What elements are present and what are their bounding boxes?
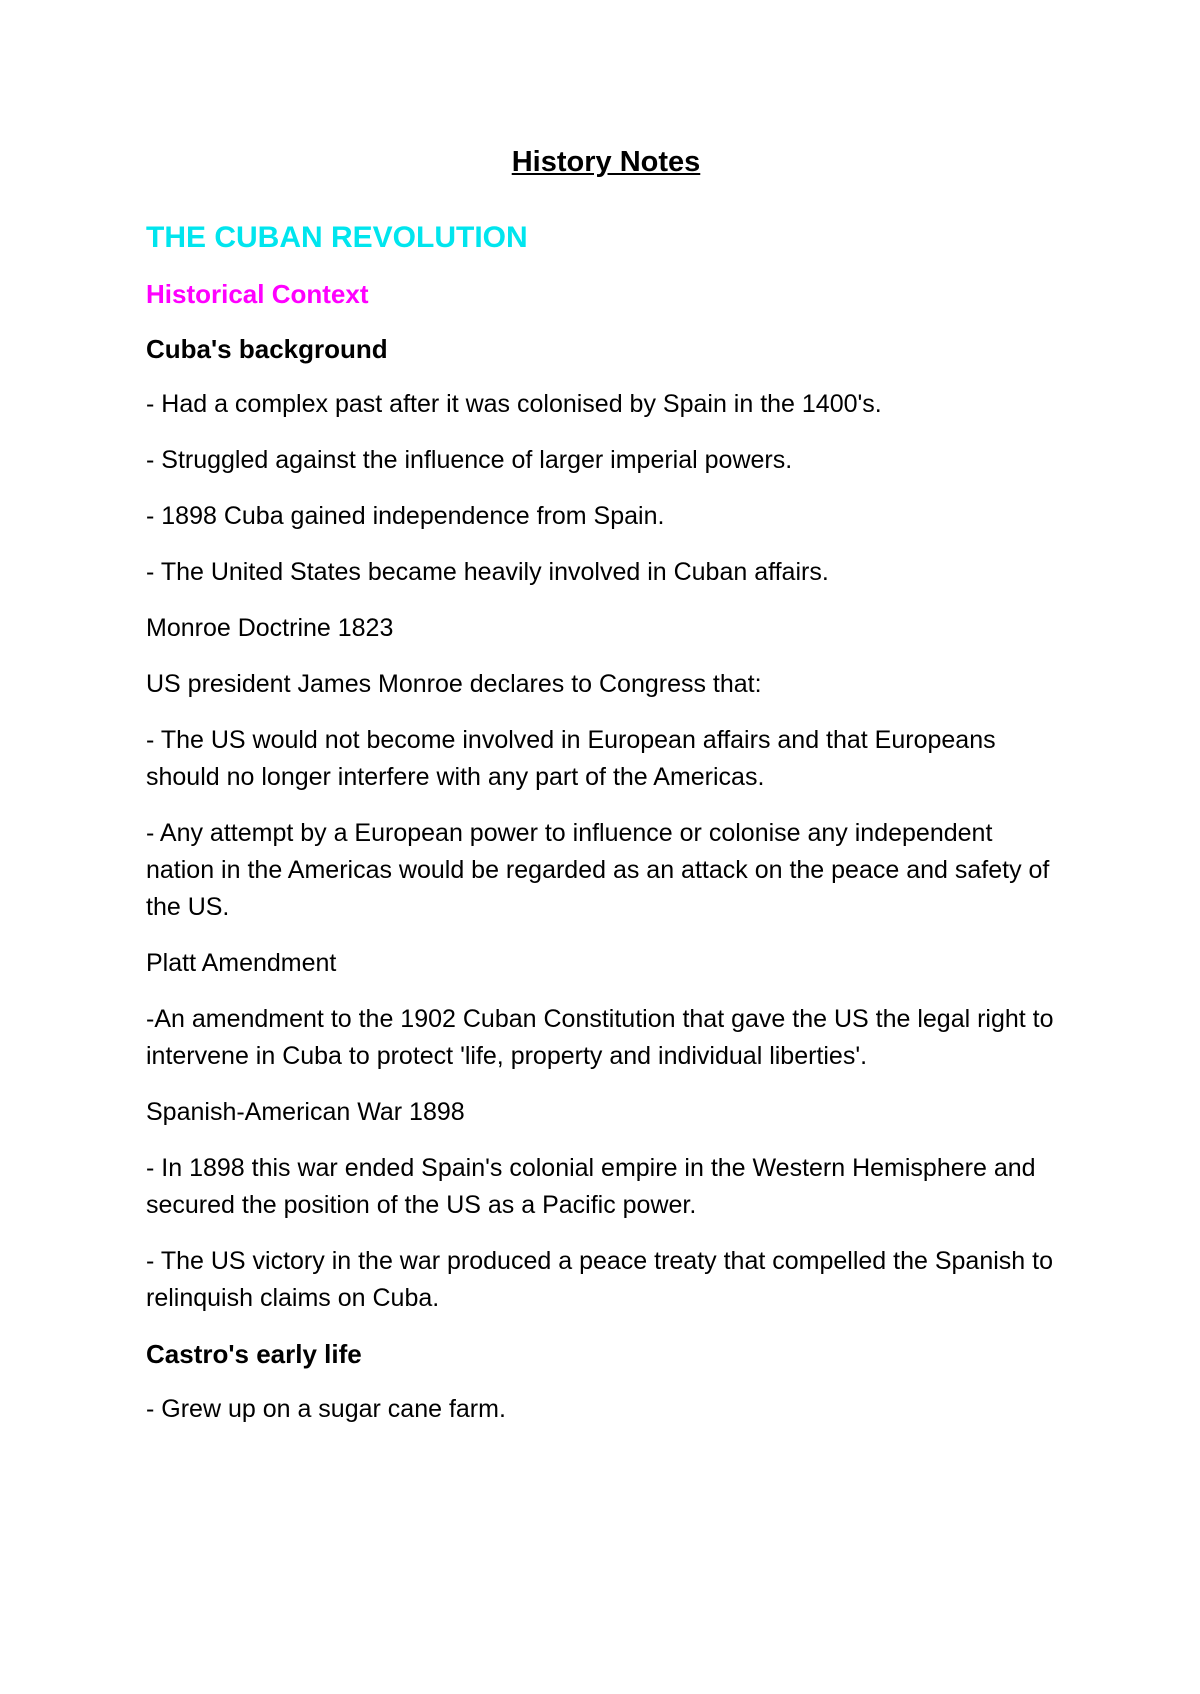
paragraph: US president James Monroe declares to Congress that: bbox=[146, 670, 762, 698]
paragraph: - Any attempt by a European power to influence or colonise any independent nation in the Americas would be regarded as an attack on the peace and safety of the US. bbox=[146, 819, 1050, 921]
paragraph: - In 1898 this war ended Spain's colonial empire in the Western Hemisphere and secured the position of the US as a Pacific power. bbox=[146, 1154, 1036, 1219]
paragraph: - Grew up on a sugar cane farm. bbox=[146, 1395, 506, 1423]
heading-cubas-background: Cuba's background bbox=[146, 334, 388, 364]
paragraph: - 1898 Cuba gained independence from Spain. bbox=[146, 502, 665, 530]
paragraph: - The United States became heavily involved in Cuban affairs. bbox=[146, 558, 829, 586]
sub-title: Historical Context bbox=[146, 279, 369, 309]
paragraph: - The US victory in the war produced a peace treaty that compelled the Spanish to relinquish claims on Cuba. bbox=[146, 1247, 1053, 1312]
document-content bbox=[146, 142, 1066, 1428]
paragraph: - Had a complex past after it was colonised by Spain in the 1400's. bbox=[146, 390, 882, 418]
heading-castros-early-life: Castro's early life bbox=[146, 1339, 362, 1369]
paragraph-monroe-doctrine: Monroe Doctrine 1823 bbox=[146, 614, 394, 642]
paragraph: -An amendment to the 1902 Cuban Constitution that gave the US the legal right to intervene in Cuba to protect 'life, property and individual liberties'. bbox=[146, 1005, 1054, 1070]
paragraph: - The US would not become involved in European affairs and that Europeans should no longer interfere with any part of the Americas. bbox=[146, 726, 996, 791]
paragraph-spanish-american-war: Spanish-American War 1898 bbox=[146, 1098, 465, 1126]
section-title: THE CUBAN REVOLUTION bbox=[146, 221, 528, 254]
document-title: History Notes bbox=[511, 146, 701, 178]
paragraph-platt-amendment: Platt Amendment bbox=[146, 949, 337, 977]
paragraph: - Struggled against the influence of larger imperial powers. bbox=[146, 446, 793, 474]
